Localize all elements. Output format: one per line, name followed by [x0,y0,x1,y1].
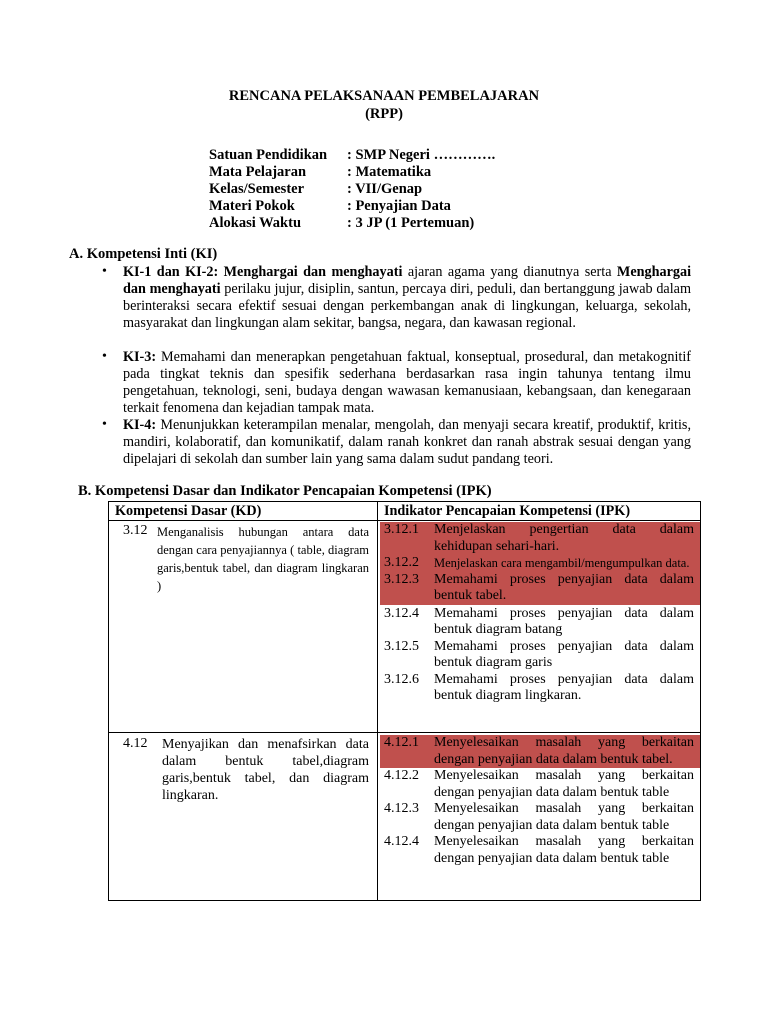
table-header-row [109,502,701,521]
kd-column-header: Kompetensi Dasar (KD) [109,502,378,521]
identity-row [209,181,495,198]
identity-table [209,147,495,232]
ipk-item-highlighted [380,555,700,572]
ki-4-text: Menunjukkan keterampilan menalar, mengolah, dan menyaji secara kreatif, produktif, kritis, mandiri, kolaboratif, dan komunikatif, dalam ranah konkret dan ranah abstrak sesuai dengan yang dipelajari di sekolah dan sumber lain yang sama dalam sudut pandang teori. [123,417,691,467]
ipk-text: Menyelesaikan masalah yang berkaitan dengan penyajian data dalam bentuk table [434,768,694,800]
ipk-text: Memahami proses penyajian data dalam bentuk diagram batang [434,605,694,637]
ipk-number: 3.12.2 [384,555,419,570]
ipk-item [384,672,694,705]
identity-label: Mata Pelajaran [209,164,307,180]
ipk-item [384,639,694,672]
identity-label: Alokasi Waktu [209,215,302,231]
kd-description: Menganalisis hubungan antara data dengan cara penyajiannya ( table, diagram garis,bentuk tabel, dan diagram lingkaran ) [157,525,369,593]
identity-row [209,215,495,232]
ipk-number: 4.12.2 [384,768,419,783]
ipk-text: Memahami proses penyajian data dalam bentuk diagram lingkaran. [434,671,694,703]
kd-description: Menyajikan dan menafsirkan data dalam bentuk tabel,diagram garis,bentuk tabel, dan diagram lingkaran. [162,737,369,803]
ipk-item [384,606,694,639]
ipk-number: 4.12.4 [384,834,419,849]
ipk-text: Menjelaskan cara mengambil/mengumpulkan data. [434,556,690,570]
ipk-number: 3.12.6 [384,671,419,687]
identity-row [209,198,495,215]
identity-label: Satuan Pendidikan [209,147,328,163]
ki-1-paragraph [123,264,691,332]
ipk-item-highlighted [380,572,700,605]
ipk-number: 3.12.4 [384,605,419,621]
identity-label: Kelas/Semester [209,181,305,197]
identity-value: : SMP Negeri …………. [347,147,496,163]
ki-3-text: Memahami dan menerapkan pengetahuan faktual, konseptual, prosedural, dan metakognitif pada tingkat teknis dan spesifik sederhana berdasarkan rasa ingin tahunya tentang ilmu pengetahuan, teknologi, seni, budaya dengan wawasan kemanusiaan, kebangsaan, dan kenegaraan terkait fenomena dan kejadian tampak mata. [123,349,691,416]
table-row [109,521,701,733]
ki-3-label: KI-3: [123,349,157,365]
section-a-heading: A. Kompetensi Inti (KI) [69,246,218,262]
ipk-item-highlighted [380,735,700,768]
identity-value: : VII/Genap [347,181,423,197]
ipk-item [384,768,694,801]
ipk-text: Menyelesaikan masalah yang berkaitan dengan penyajian data dalam bentuk table [434,834,694,866]
ipk-text: Memahami proses penyajian data dalam bentuk tabel. [434,571,694,603]
ki-1-bold-2: Menghargai dan menghayati [123,264,692,297]
ipk-cell [378,521,701,733]
identity-value: : Matematika [347,164,432,180]
bullet-icon: • [102,349,107,364]
kd-number: 3.12 [123,523,148,538]
document-title: RENCANA PELAKSANAAN PEMBELAJARAN [228,88,540,104]
identity-row [209,164,495,181]
ki-1-label: KI-1 dan KI-2: [123,264,219,280]
ki-4-paragraph [123,417,691,468]
section-b-heading: B. Kompetensi Dasar dan Indikator Pencapaian Kompetensi (IPK) [78,483,492,499]
identity-value: : 3 JP (1 Pertemuan) [347,215,475,231]
ki-3-paragraph [123,349,691,417]
ki-1-text-2: perilaku jujur, disiplin, santun, percaya diri, peduli, dan bertanggung jawab dalam berinteraksi secara efektif sesuai dengan perkembangan anak di lingkungan, keluarga, sekolah, masyarakat dan lingkungan alam sekitar, bangsa, negara, dan kawasan regional. [123,281,692,331]
ipk-number: 4.12.1 [384,735,419,750]
ki-4-label: KI-4: [123,417,157,433]
kd-cell [109,733,378,901]
ipk-number: 4.12.3 [384,801,419,816]
kd-cell [109,521,378,733]
ipk-text: Memahami proses penyajian data dalam bentuk diagram garis [434,638,694,670]
ipk-number: 3.12.1 [384,522,419,537]
bullet-icon: • [102,264,107,279]
kd-number: 4.12 [123,736,148,751]
ipk-number: 3.12.3 [384,571,419,587]
ki-1-bold-1: Menghargai dan menghayati [223,264,403,280]
ipk-item-highlighted [380,522,700,555]
ipk-cell [378,733,701,901]
table-row [109,733,701,901]
ipk-item [384,834,694,867]
ipk-item [384,801,694,834]
ipk-text: Menyelesaikan masalah yang berkaitan dengan penyajian data dalam bentuk tabel. [434,735,694,767]
ipk-column-header: Indikator Pencapaian Kompetensi (IPK) [378,502,701,521]
identity-value: : Penyajian Data [347,198,451,214]
ipk-text: Menyelesaikan masalah yang berkaitan dengan penyajian data dalam bentuk table [434,801,694,833]
identity-label: Materi Pokok [209,198,295,214]
document-subtitle: (RPP) [365,106,403,122]
identity-row [209,147,495,164]
kd-ipk-table [108,501,701,901]
bullet-icon: • [102,417,107,432]
ipk-number: 3.12.5 [384,638,419,654]
ipk-text: Menjelaskan pengertian data dalam kehidupan sehari-hari. [434,522,694,554]
ki-1-text-1: ajaran agama yang dianutnya serta [402,264,617,280]
